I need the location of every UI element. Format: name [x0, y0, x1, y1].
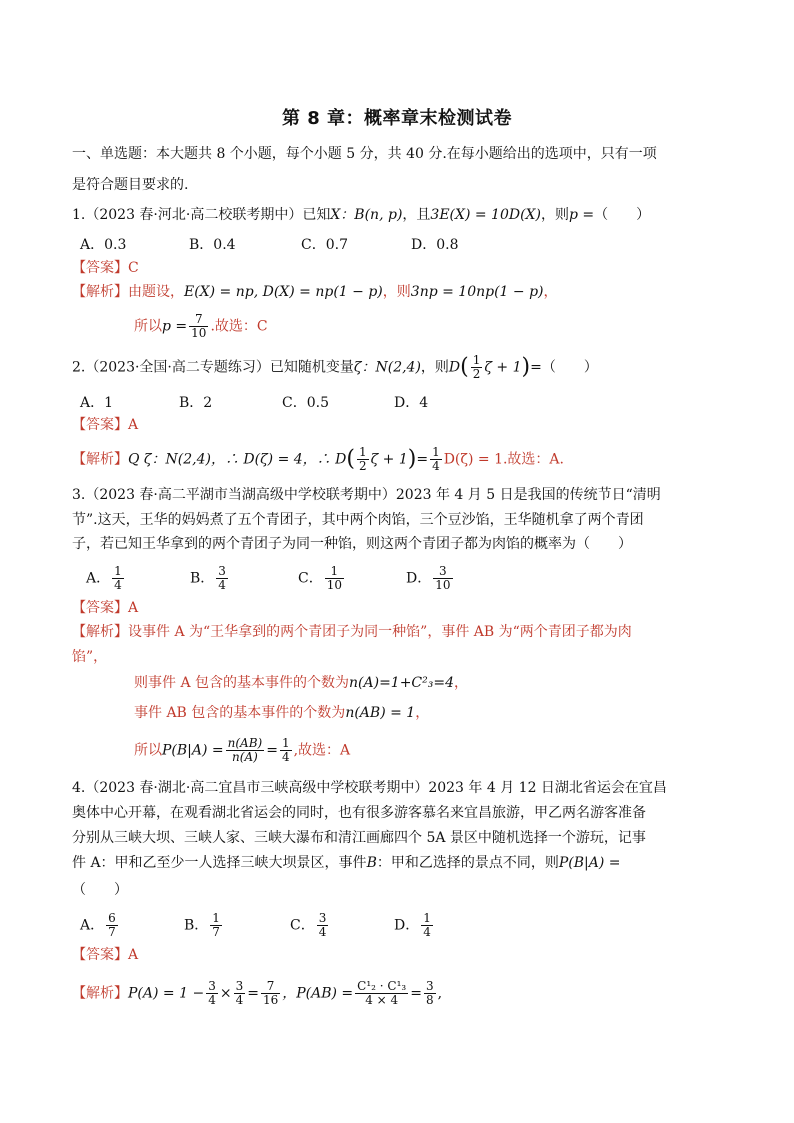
q4-answer: 【答案】A: [72, 947, 139, 963]
q3-option-a: A． $\frac{1}{4}$: [86, 564, 122, 592]
q1-analysis: 【解析】由题设，E(X) = np, D(X) = np(1 − p)，则3np = 10np(1 − p)，: [72, 284, 558, 300]
q2-answer: 【答案】A: [72, 417, 139, 433]
section-intro-line2: 是符合题目要求的.: [72, 177, 189, 193]
q3-stem-line2: 节”.这天，王华的妈妈煮了五个青团子，其中两个肉馅，三个豆沙馅，王华随机拿了两个青团: [72, 512, 644, 528]
q1-option-d: D．0.8: [411, 237, 459, 253]
q3-analysis-line5: 所以P(B|A) = $\frac{n(AB)}{n(A)}$ = $\frac{1}{4}$ ,故选：A: [134, 736, 351, 764]
q2-stem: 2.（2023·全国·高二专题练习）已知随机变量ζ：N(2,4)，则D( $\frac{1}{2}$ ζ + 1)=（ ）: [72, 353, 598, 381]
q4-stem-line1: 4.（2023 春·湖北·高二宜昌市三峡高级中学校联考期中）2023 年 4 月 12 日湖北省运会在宜昌: [72, 780, 667, 796]
q2-option-a: A．1: [80, 395, 114, 411]
q1-stem: 1.（2023 春·河北·高二校联考期中）已知X：B(n, p)，且3E(X) = 10D(X)，则p =（ ）: [72, 207, 651, 223]
q3-stem-line1: 3.（2023 春·高二平湖市当湖高级中学校联考期中）2023 年 4 月 5 日是我国的传统节日“清明: [72, 487, 661, 503]
section-intro-line1: 一、单选题：本大题共 8 个小题，每个小题 5 分，共 40 分.在每小题给出的选项中，只有一项: [72, 146, 657, 162]
q3-option-c: C． $\frac{1}{10}$: [298, 564, 342, 592]
q4-option-d: D． $\frac{1}{4}$: [394, 911, 431, 939]
q2-option-d: D．4: [394, 395, 429, 411]
q4-option-b: B． $\frac{1}{7}$: [184, 911, 220, 939]
q1-fraction: $\frac{7}{10}$: [191, 312, 207, 340]
q4-analysis: 【解析】P(A) = 1 − $\frac{3}{4}$ × $\frac{3}{4}$ = $\frac{7}{16}$ ，P(AB) = $\frac{\text{C¹₂ · C¹₃}}{4 \times 4}$ = $\frac{3}{8}$ ,: [72, 979, 443, 1007]
page-title: 第 8 章：概率章末检测试卷: [281, 108, 513, 129]
q1-option-b: B．0.4: [189, 237, 236, 253]
q1-option-c: C．0.7: [301, 237, 348, 253]
q1-analysis-conclusion: 所以p = $\frac{7}{10}$ .故选：C: [134, 312, 268, 340]
q1-answer: 【答案】C: [72, 260, 139, 276]
q4-stem-line2: 奥体中心开幕，在观看湖北省运会的同时，也有很多游客慕名来宜昌旅游，甲乙两名游客准备: [72, 805, 646, 821]
q3-analysis-line4: 事件 AB 包含的基本事件的个数为n(AB) = 1，: [134, 705, 430, 721]
q3-analysis-line1: 【解析】设事件 A 为“王华拿到的两个青团子为同一种馅”，事件 AB 为“两个青团子都为肉: [72, 624, 632, 640]
q4-stem-line3: 分别从三峡大坝、三峡人家、三峡大瀑布和清江画廊四个 5A 景区中随机选择一个游玩，记事: [72, 830, 646, 846]
q3-stem-line3: 子，若已知王华拿到的两个青团子为同一种馅，则这两个青团子都为肉馅的概率为（ ）: [72, 536, 632, 552]
q1-option-a: A．0.3: [80, 237, 127, 253]
q2-option-b: B．2: [179, 395, 213, 411]
q4-stem-line5: （ ）: [72, 882, 128, 898]
q3-option-d: D． $\frac{3}{10}$: [406, 564, 451, 592]
q4-stem-line4: 件 A：甲和乙至少一人选择三峡大坝景区，事件B：甲和乙选择的景点不同，则P(B|A) =: [72, 855, 621, 871]
q2-option-c: C．0.5: [282, 395, 329, 411]
q4-option-a: A． $\frac{6}{7}$: [80, 911, 116, 939]
q3-analysis-line2: 馅”，: [72, 649, 108, 665]
q3-option-b: B． $\frac{3}{4}$: [190, 564, 226, 592]
q4-option-c: C． $\frac{3}{4}$: [290, 911, 327, 939]
q3-analysis-line3: 则事件 A 包含的基本事件的个数为n(A)=1+C²₃=4，: [134, 675, 469, 691]
q3-answer: 【答案】A: [72, 600, 139, 616]
q2-analysis: 【解析】Q ζ：N(2,4)，∴ D(ζ) = 4，∴ D( $\frac{1}{2}$ ζ + 1)= $\frac{1}{4}$ D(ζ) = 1.故选：A.: [72, 445, 564, 473]
